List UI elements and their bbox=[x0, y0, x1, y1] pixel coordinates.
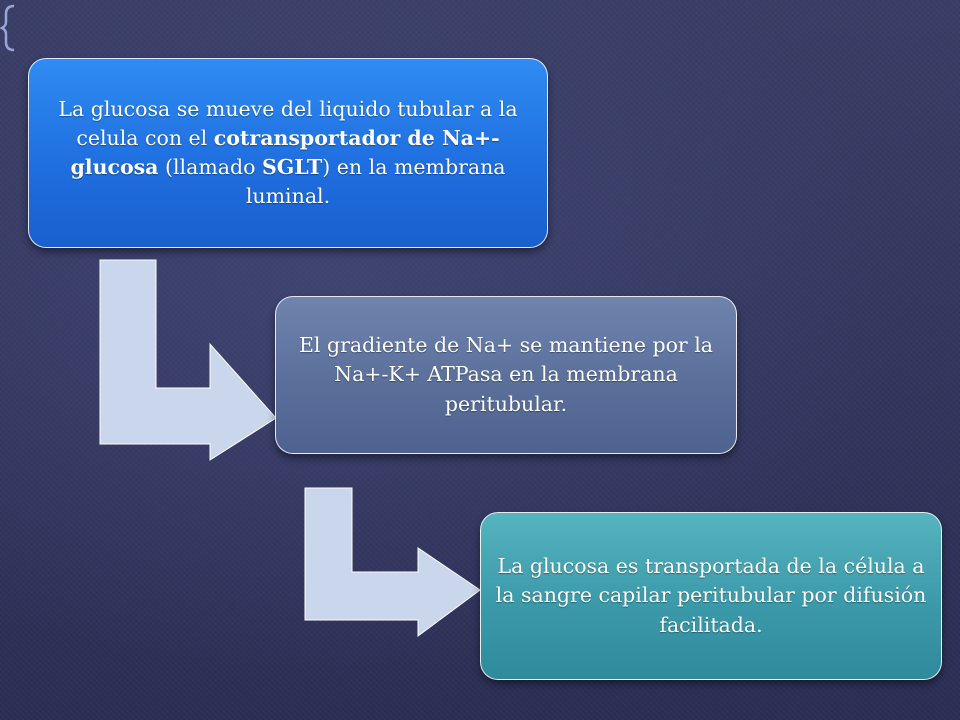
step-box-2 bbox=[275, 296, 737, 454]
step-box-1 bbox=[28, 58, 548, 248]
step-text-run: (llamado bbox=[158, 155, 262, 179]
step-text-run: La glucosa se mueve del liquido tubular a la celula con el bbox=[58, 96, 518, 150]
step-text-2 bbox=[290, 331, 722, 418]
step-text-bold-run: cotransportador de Na+-glucosa bbox=[70, 125, 500, 179]
step-text-run: La glucosa es transportada de la célula a la sangre capilar peritubular por difusión facilitada. bbox=[495, 554, 927, 637]
step-box-3 bbox=[480, 512, 942, 680]
step-text-run: El gradiente de Na+ se mantiene por la Na+-K+ ATPasa en la membrana peritubular. bbox=[298, 333, 714, 416]
step-text-3 bbox=[495, 552, 927, 639]
bent-arrow-2 bbox=[305, 488, 480, 636]
bent-arrow-1 bbox=[100, 260, 276, 460]
step-text-bold-run: SGLT bbox=[261, 155, 323, 179]
step-text-1 bbox=[43, 95, 533, 211]
step-text-run: ) en la membrana luminal. bbox=[245, 155, 506, 209]
